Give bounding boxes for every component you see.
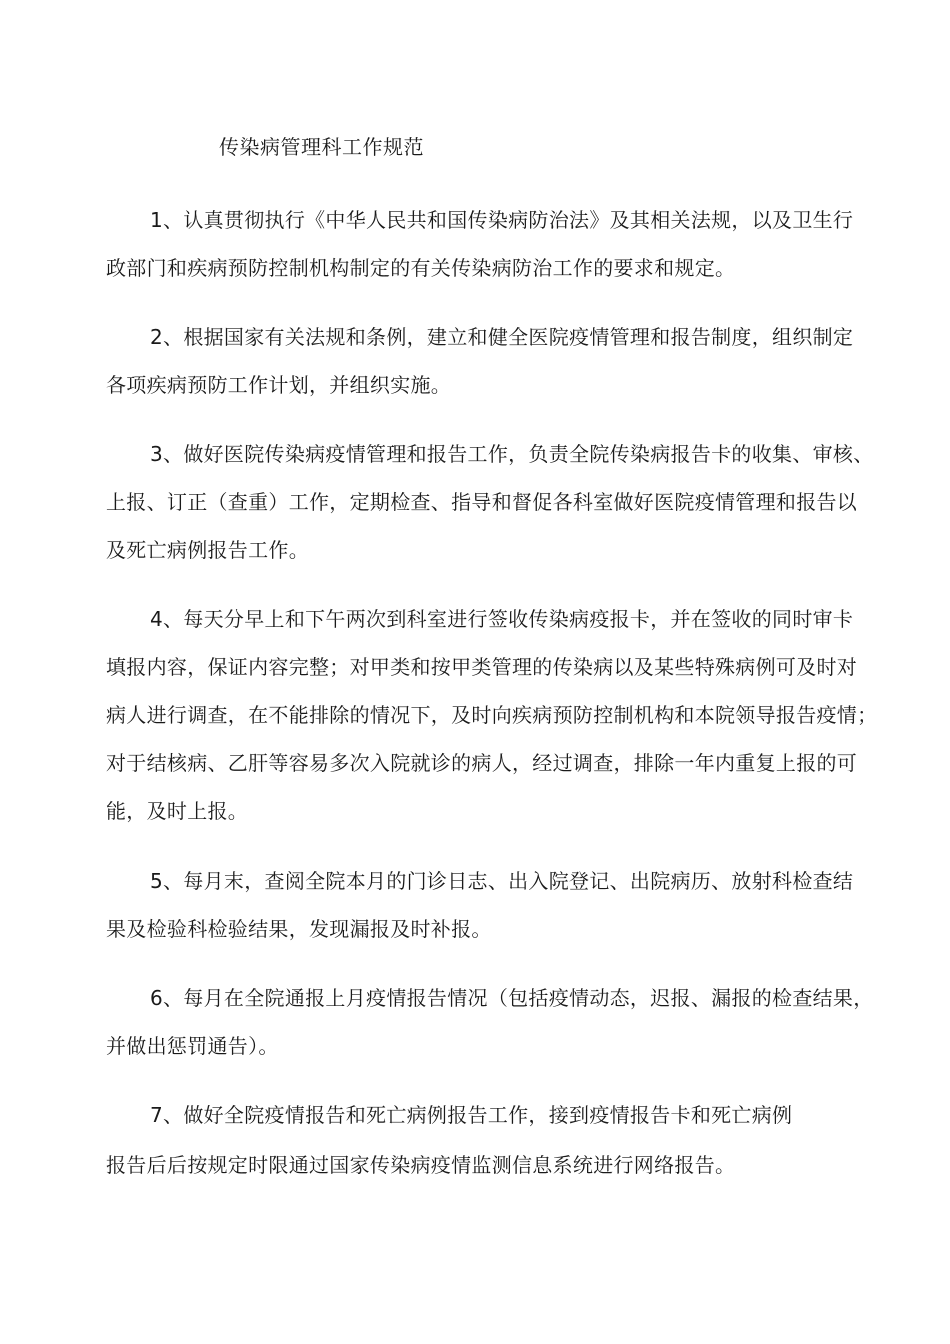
item-6-line-1: 6、每月在全院通报上月疫情报告情况（包括疫情动态，迟报、漏报的检查结果， bbox=[150, 986, 874, 1010]
item-4-line-5: 能，及时上报。 bbox=[106, 799, 249, 823]
item-3-line-2: 上报、订正（查重）工作，定期检查、指导和督促各科室做好医院疫情管理和报告以 bbox=[106, 490, 858, 514]
item-6-line-2: 并做出惩罚通告）。 bbox=[106, 1034, 279, 1058]
item-2-line-2: 各项疾病预防工作计划，并组织实施。 bbox=[106, 373, 452, 397]
item-2-line-1: 2、根据国家有关法规和条例，建立和健全医院疫情管理和报告制度，组织制定 bbox=[150, 325, 854, 349]
item-7-line-1: 7、做好全院疫情报告和死亡病例报告工作，接到疫情报告卡和死亡病例 bbox=[150, 1103, 793, 1127]
item-5-line-2: 果及检验科检验结果，发现漏报及时补报。 bbox=[106, 917, 492, 941]
item-4-line-1: 4、每天分早上和下午两次到科室进行签收传染病疫报卡，并在签收的同时审卡 bbox=[150, 607, 854, 631]
document-title: 传染病管理科工作规范 bbox=[219, 135, 424, 159]
item-1-line-2: 政部门和疾病预防控制机构制定的有关传染病防治工作的要求和规定。 bbox=[106, 256, 736, 280]
item-3-line-3: 及死亡病例报告工作。 bbox=[106, 538, 309, 562]
item-4-line-2: 填报内容，保证内容完整；对甲类和按甲类管理的传染病以及某些特殊病例可及时对 bbox=[106, 655, 858, 679]
item-1-line-1: 1、认真贯彻执行《中华人民共和国传染病防治法》及其相关法规，以及卫生行 bbox=[150, 208, 854, 232]
item-4-line-4: 对于结核病、乙肝等容易多次入院就诊的病人，经过调查，排除一年内重复上报的可 bbox=[106, 751, 858, 775]
item-5-line-1: 5、每月末，查阅全院本月的门诊日志、出入院登记、出院病历、放射科检查结 bbox=[150, 869, 854, 893]
item-7-line-2: 报告后后按规定时限通过国家传染病疫情监测信息系统进行网络报告。 bbox=[106, 1153, 736, 1177]
item-4-line-3: 病人进行调查，在不能排除的情况下，及时向疾病预防控制机构和本院领导报告疫情； bbox=[106, 703, 878, 727]
item-3-line-1: 3、做好医院传染病疫情管理和报告工作，负责全院传染病报告卡的收集、审核、 bbox=[150, 442, 874, 466]
